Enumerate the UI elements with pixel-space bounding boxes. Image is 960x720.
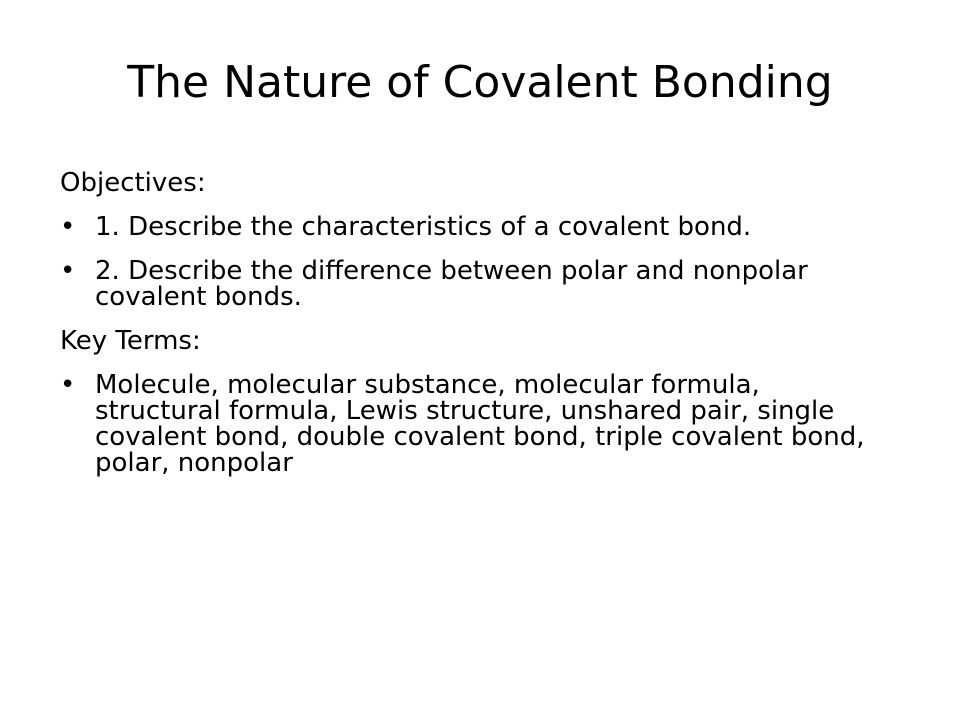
bullet-icon: • bbox=[60, 256, 76, 286]
objectives-label: Objectives: bbox=[60, 168, 206, 198]
key-terms-text: Molecule, molecular substance, molecular formula, structural formula, Lewis structure, unshared pair, single covalent bond, double covalent bond, triple covalent bond, polar, nonpolar bbox=[95, 370, 865, 478]
key-terms-item bbox=[60, 372, 890, 476]
objective-item bbox=[60, 258, 890, 310]
objectives-list bbox=[60, 214, 890, 310]
bullet-icon: • bbox=[60, 212, 76, 242]
objective-text: 2. Describe the difference between polar and nonpolar covalent bonds. bbox=[95, 256, 808, 312]
slide-title: The Nature of Covalent Bonding bbox=[127, 57, 833, 108]
slide-body bbox=[60, 170, 890, 494]
objective-item bbox=[60, 214, 890, 240]
bullet-icon: • bbox=[60, 370, 76, 400]
key-terms-label: Key Terms: bbox=[60, 326, 201, 356]
key-terms-list bbox=[60, 372, 890, 476]
objective-text: 1. Describe the characteristics of a covalent bond. bbox=[95, 212, 752, 242]
